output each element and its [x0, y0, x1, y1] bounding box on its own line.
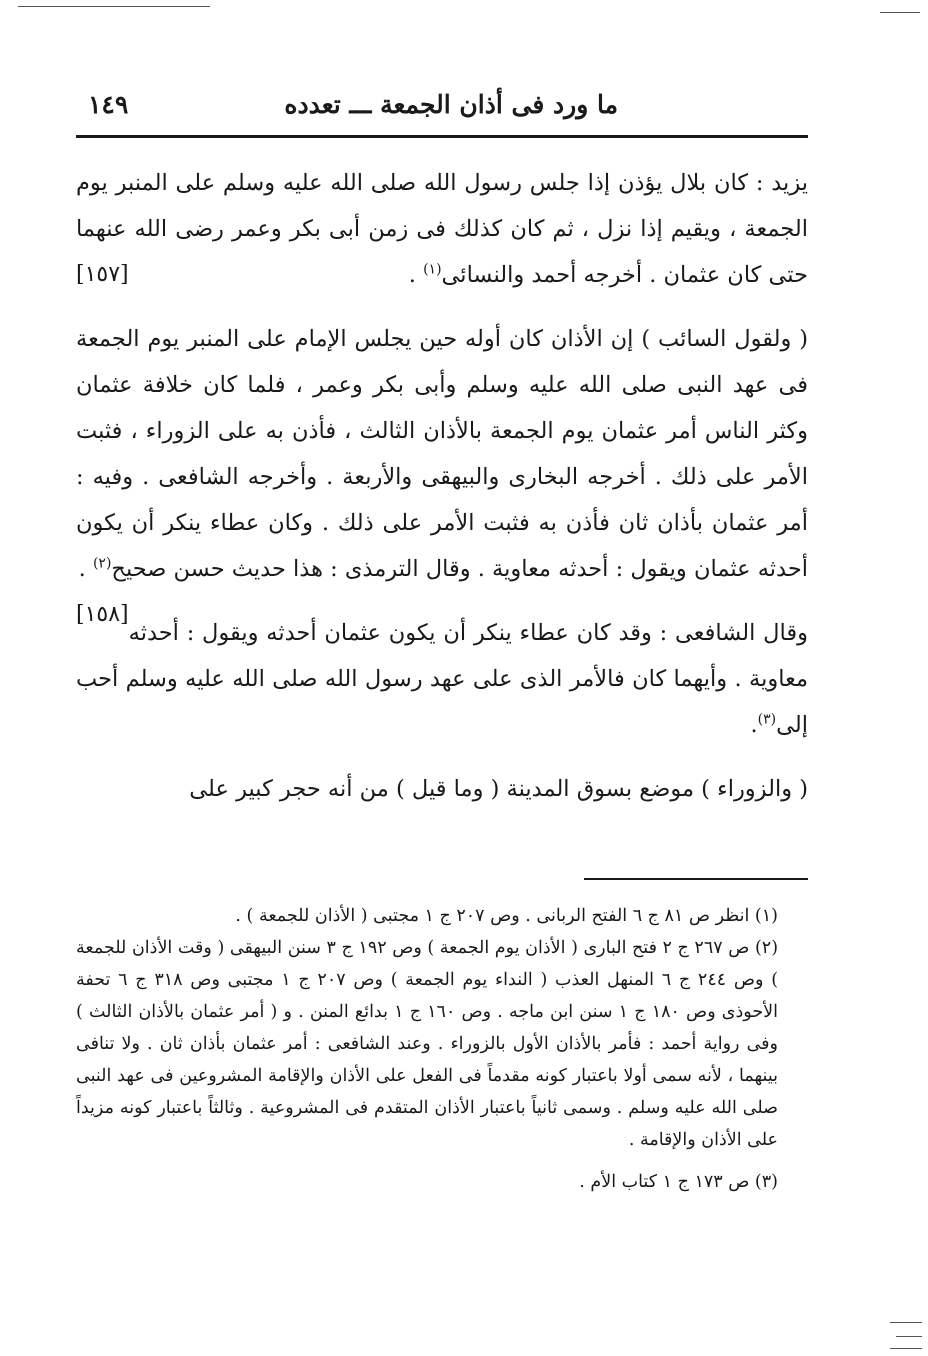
header-rule: [76, 135, 808, 138]
page-number: ١٤٩: [88, 90, 129, 119]
footnote-marker-2: (٢): [92, 555, 112, 572]
paragraph-3-end: .: [750, 712, 758, 738]
scan-edge-mark: [890, 1322, 922, 1323]
footnote-marker-3: (٣): [757, 711, 777, 728]
running-title: ما ورد فى أذان الجمعة ـــ تعدده: [284, 90, 618, 119]
paragraph-3: [76, 610, 808, 748]
paragraph-1-end: .: [408, 262, 424, 288]
page-header: [76, 84, 808, 130]
paragraph-1-text: يزيد : كان بلال يؤذن إذا جلس رسول الله صلى الله عليه وسلم على المنبر يوم الجمعة ، ويقيم إذا نزل ، ثم كان كذلك فى زمن أبى بكر وعمر رضى الله عنهما حتى كان عثمان . أخرجه أحمد والنسائى: [76, 170, 808, 288]
paragraph-2-text: ( ولقول السائب ) إن الأذان كان أوله حين يجلس الإمام على المنبر يوم الجمعة فى عهد النبى صلى الله عليه وسلم وأبى بكر وعمر ، فلما كان خلافة عثمان وكثر الناس أمر عثمان يوم الجمعة بالأذان الثالث ، فأذن به على الزوراء ، فثبت الأمر على ذلك . أخرجه البخارى والبيهقى والأربعة . وأخرجه الشافعى . وفيه : أمر عثمان بأذان ثان فأذن به فثبت الأمر على ذلك . وكان عطاء ينكر أن يكون أحدثه عثمان ويقول : أحدثه معاوية . وقال الترمذى : هذا حديث حسن صحيح: [76, 326, 808, 582]
reference-number-158: [١٥٨]: [76, 602, 129, 627]
footnotes: [76, 900, 808, 1198]
paragraph-1: [76, 160, 808, 298]
footnote-separator: [584, 878, 808, 880]
paragraph-3-text: وقال الشافعى : وقد كان عطاء ينكر أن يكون عثمان أحدثه ويقول : أحدثه معاوية . وأيهما كان فالأمر الذى على عهد رسول الله صلى الله عليه وسلم أحب إلى: [76, 620, 808, 738]
scan-edge-mark: [18, 6, 210, 7]
footnote-2: (٢) ص ٢٦٧ ج ٢ فتح البارى ( الأذان يوم الجمعة ) وص ١٩٢ ج ٣ سنن البيهقى ( وقت الأذان للجمعة ) وص ٢٤٤ ج ٦ المنهل العذب ( النداء يوم الجمعة ) وص ٢٠٧ ج ١ مجتبى وص ٣١٨ ج ٦ تحفة الأحوذى وص ١٨٠ ج ١ سنن ابن ماجه . وص ١٦٠ ج ١ بدائع المنن . و ( أمر عثمان بالأذان الثالث ) وفى رواية أحمد : فأمر بالأذان الأول بالزوراء . وعند الشافعى : أمر عثمان بأذان ثان . ولا تنافى بينهما ، لأنه سمى أولا باعتبار كونه مقدماً فى الفعل على الأذان والإقامة المشروعين فى عهد النبى صلى الله عليه وسلم . وسمى ثانياً باعتبار الأذان المتقدم فى المشروعية . وثالثاً باعتبار كونه مزيداً على الأذان والإقامة .: [76, 938, 779, 1150]
main-text: [76, 160, 808, 812]
paragraph-2: [76, 316, 808, 627]
scan-edge-mark: [890, 1348, 922, 1349]
scan-edge-mark: [880, 12, 920, 13]
scan-edge-mark: [896, 1336, 922, 1337]
footnote-marker-1: (١): [423, 261, 442, 278]
footnote-3: (٣) ص ١٧٣ ج ١ كتاب الأم .: [579, 1172, 778, 1192]
paragraph-4-text: ( والزوراء ) موضع بسوق المدينة ( وما قيل ) من أنه حجر كبير على: [189, 776, 808, 802]
paragraph-4: [76, 766, 808, 812]
paragraph-2-end: .: [78, 556, 93, 582]
reference-number-157: [١٥٧]: [76, 262, 129, 287]
footnote-1: (١) انظر ص ٨١ ج ٦ الفتح الربانى . وص ٢٠٧ ج ١ مجتبى ( الأذان للجمعة ) .: [235, 906, 778, 926]
